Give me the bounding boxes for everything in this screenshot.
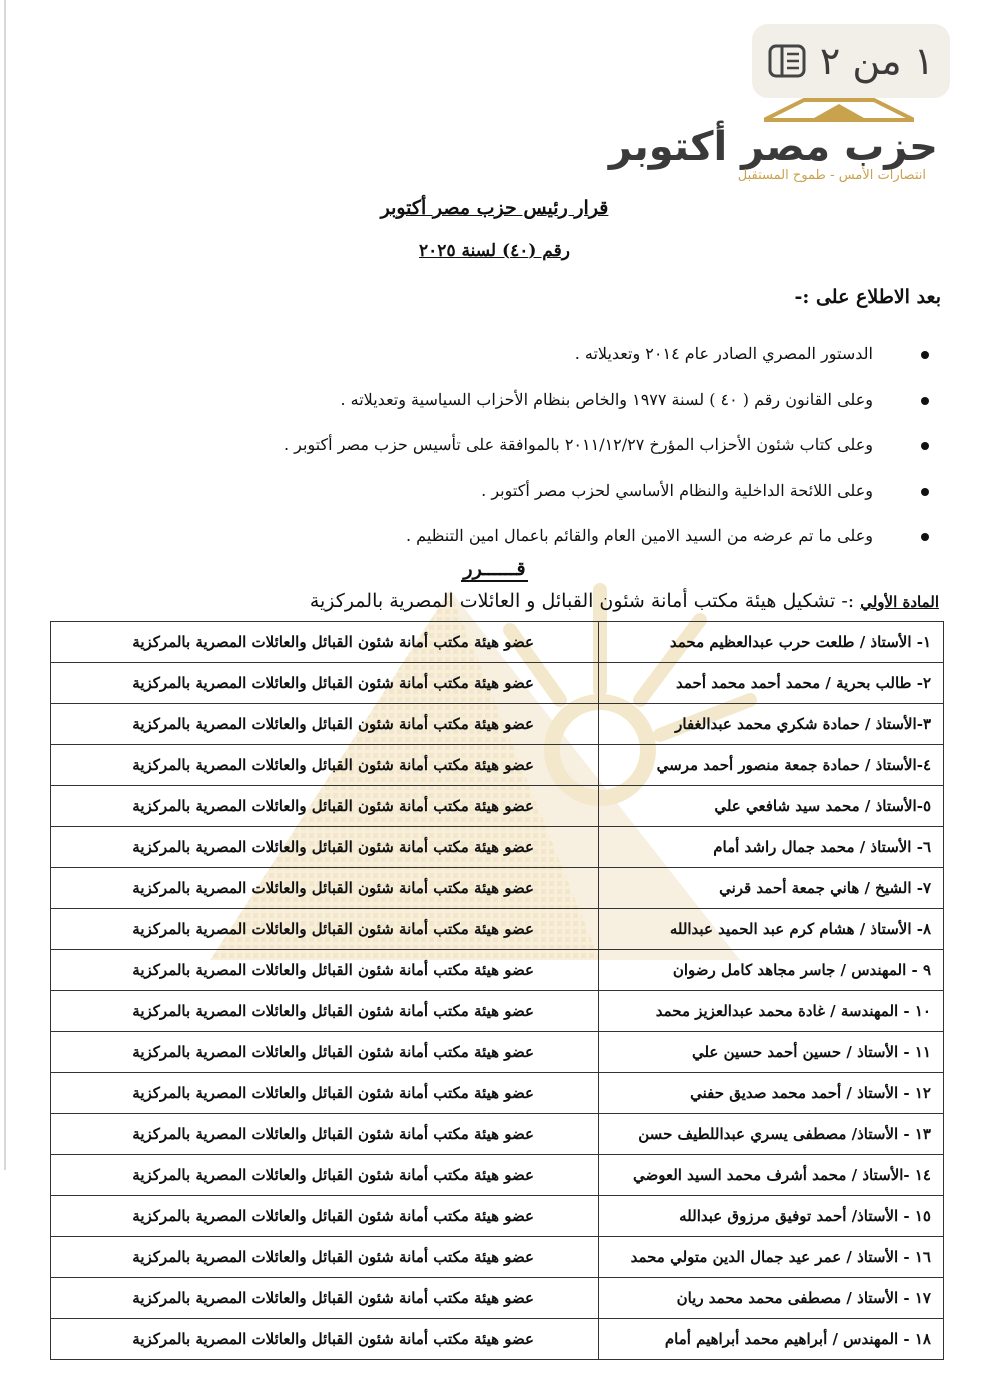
page-edge-line (4, 0, 6, 1170)
member-name: ١٦ - الأستاذ / عمر عيد جمال الدين متولي محمد (599, 1237, 944, 1278)
preamble-item-text: وعلى القانون رقم ( ٤٠ ) لسنة ١٩٧٧ والخاص بنظام الأحزاب السياسية وتعديلاته . (340, 389, 873, 409)
decree-number: رقم (٤٠) لسنة ٢٠٢٥ (419, 241, 570, 261)
bullet-icon (921, 351, 929, 359)
bullet-icon (921, 397, 929, 405)
decided-text: قــــــرر (463, 558, 526, 580)
table-row (51, 1114, 944, 1155)
member-name: ١٢ - الأستاذ / أحمد محمد صديق حفني (599, 1073, 944, 1114)
party-name: حزب مصر أكتوبر (608, 124, 938, 170)
member-name: ٦- الأستاذ / محمد جمال راشد أمام (599, 827, 944, 868)
decided-heading (0, 558, 989, 580)
preamble-item-text: وعلى كتاب شئون الأحزاب المؤرخ ٢٠١١/١٢/٢٧ بالموافقة على تأسيس حزب مصر أكتوبر . (284, 435, 873, 454)
member-role: عضو هيئة مكتب أمانة شئون القبائل والعائلات المصرية بالمركزية (51, 745, 599, 786)
member-name: ٤-الأستاذ / حمادة جمعة منصور أحمد مرسي (599, 745, 944, 786)
member-role: عضو هيئة مكتب أمانة شئون القبائل والعائلات المصرية بالمركزية (51, 663, 599, 704)
table-row (51, 622, 944, 663)
member-role: عضو هيئة مكتب أمانة شئون القبائل والعائلات المصرية بالمركزية (51, 1237, 599, 1278)
member-role: عضو هيئة مكتب أمانة شئون القبائل والعائلات المصرية بالمركزية (51, 1278, 599, 1319)
member-role: عضو هيئة مكتب أمانة شئون القبائل والعائلات المصرية بالمركزية (51, 1114, 599, 1155)
member-name: ١٣ - الأستاذ/ مصطفى يسري عبداللطيف حسن (599, 1114, 944, 1155)
member-name: ١٠ - المهندسة / غادة محمد عبدالعزيز محمد (599, 991, 944, 1032)
member-name: ٣-الأستاذ / حمادة شكري محمد عبدالغفار (599, 704, 944, 745)
member-name: ١٧ - الأستاذ / مصطفى محمد محمد ريان (599, 1278, 944, 1319)
table-row (51, 1319, 944, 1360)
book-reader-icon (768, 44, 806, 78)
article-label: المادة الأولي (860, 593, 939, 611)
preamble-item (229, 390, 929, 436)
preamble-item (229, 344, 929, 390)
table-row (51, 827, 944, 868)
member-role: عضو هيئة مكتب أمانة شئون القبائل والعائلات المصرية بالمركزية (51, 909, 599, 950)
members-table (50, 621, 944, 1360)
preamble-item (229, 481, 929, 527)
member-role: عضو هيئة مكتب أمانة شئون القبائل والعائلات المصرية بالمركزية (51, 991, 599, 1032)
page-indicator-text: ١ من ٢ (819, 39, 935, 83)
member-role: عضو هيئة مكتب أمانة شئون القبائل والعائلات المصرية بالمركزية (51, 1155, 599, 1196)
preamble-item-text: الدستور المصري الصادر عام ٢٠١٤ وتعديلاته . (574, 344, 873, 363)
member-role: عضو هيئة مكتب أمانة شئون القبائل والعائلات المصرية بالمركزية (51, 950, 599, 991)
member-name: ٥-الأستاذ / محمد سيد شافعي علي (599, 786, 944, 827)
member-role: عضو هيئة مكتب أمانة شئون القبائل والعائلات المصرية بالمركزية (51, 1032, 599, 1073)
table-row (51, 868, 944, 909)
table-row (51, 1278, 944, 1319)
decree-title: قرار رئيس حزب مصر أكتوبر (380, 197, 609, 219)
table-row (51, 1032, 944, 1073)
party-slogan: انتصارات الأمس - طموح المستقبل (737, 168, 926, 183)
member-name: ١٨ - المهندس / أبراهيم محمد أبراهيم أمام (599, 1319, 944, 1360)
member-name: ١٥ - الأستاذ/ أحمد توفيق مرزوق عبدالله (599, 1196, 944, 1237)
table-row (51, 909, 944, 950)
preamble-item-text: وعلى ما تم عرضه من السيد الامين العام والقائم باعمال امين التنظيم . (406, 526, 873, 545)
member-role: عضو هيئة مكتب أمانة شئون القبائل والعائلات المصرية بالمركزية (51, 1319, 599, 1360)
table-row (51, 1073, 944, 1114)
table-row (51, 1155, 944, 1196)
table-row (51, 1196, 944, 1237)
member-name: ٨- الأستاذ / هشام كرم عبد الحميد عبدالله (599, 909, 944, 950)
member-role: عضو هيئة مكتب أمانة شئون القبائل والعائلات المصرية بالمركزية (51, 704, 599, 745)
bullet-icon (921, 533, 929, 541)
page-indicator[interactable] (752, 24, 950, 98)
member-role: عضو هيئة مكتب أمانة شئون القبائل والعائلات المصرية بالمركزية (51, 1073, 599, 1114)
table-row (51, 704, 944, 745)
member-name: ٩ - المهندس / جاسر مجاهد كامل رضوان (599, 950, 944, 991)
table-row (51, 745, 944, 786)
member-name: ٧- الشيخ / هاني جمعة أحمد قرني (599, 868, 944, 909)
table-row (51, 1237, 944, 1278)
article-one (310, 590, 939, 612)
member-role: عضو هيئة مكتب أمانة شئون القبائل والعائلات المصرية بالمركزية (51, 786, 599, 827)
preamble-heading: بعد الاطلاع على :- (794, 286, 941, 308)
preamble-item-text: وعلى اللائحة الداخلية والنظام الأساسي لحزب مصر أكتوبر . (481, 480, 873, 500)
member-name: ١٤ -الأستاذ / محمد أشرف محمد السيد العوضي (599, 1155, 944, 1196)
bullet-icon (921, 442, 929, 450)
member-role: عضو هيئة مكتب أمانة شئون القبائل والعائلات المصرية بالمركزية (51, 622, 599, 663)
table-row (51, 991, 944, 1032)
pyramid-logo-icon (764, 96, 914, 122)
member-name: ٢- طالب بحرية / محمد أحمد محمد أحمد (599, 663, 944, 704)
article-text: :- تشكيل هيئة مكتب أمانة شئون القبائل و العائلات المصرية بالمركزية (309, 590, 855, 612)
member-name: ١- الأستاذ / طلعت حرب عبدالعظيم محمد (599, 622, 944, 663)
member-role: عضو هيئة مكتب أمانة شئون القبائل والعائلات المصرية بالمركزية (51, 827, 599, 868)
member-role: عضو هيئة مكتب أمانة شئون القبائل والعائلات المصرية بالمركزية (51, 868, 599, 909)
table-row (51, 786, 944, 827)
table-row (51, 950, 944, 991)
preamble-list (229, 344, 929, 572)
member-role: عضو هيئة مكتب أمانة شئون القبائل والعائلات المصرية بالمركزية (51, 1196, 599, 1237)
member-name: ١١ - الأستاذ / حسين أحمد حسين علي (599, 1032, 944, 1073)
bullet-icon (921, 488, 929, 496)
preamble-item (229, 435, 929, 481)
party-logo (608, 96, 950, 196)
table-row (51, 663, 944, 704)
